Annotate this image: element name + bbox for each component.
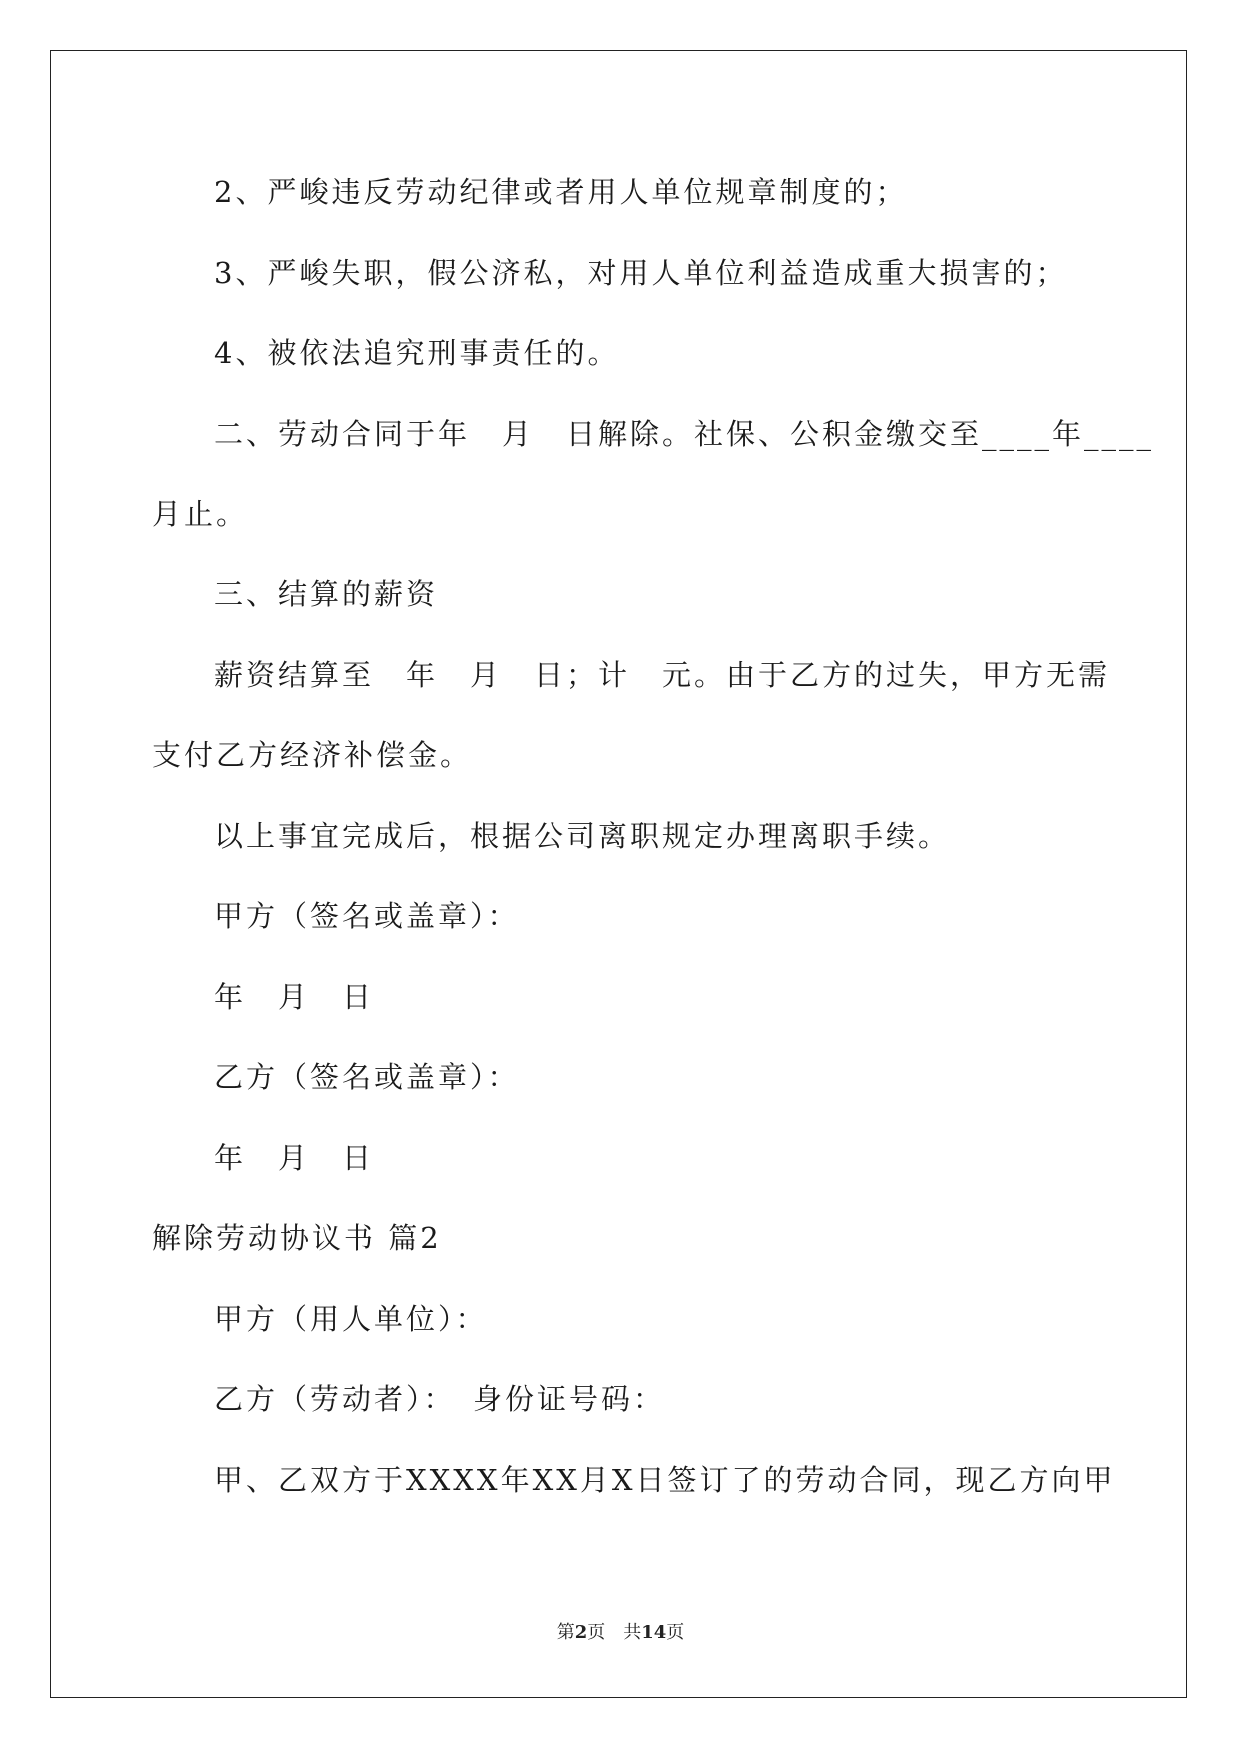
footer-suffix: 页	[666, 1622, 685, 1643]
footer-prefix: 第	[556, 1622, 575, 1643]
party-a-employer: 甲方（用人单位）：	[214, 1302, 488, 1336]
clause-2: 2、严峻违反劳动纪律或者用人单位规章制度的；	[214, 175, 908, 209]
party-a-date: 年 月 日	[214, 980, 375, 1014]
footer-total-pages: 14	[641, 1622, 667, 1643]
page-footer	[0, 1618, 1241, 1644]
party-a-signature: 甲方（签名或盖章）：	[214, 899, 520, 933]
page-border	[50, 50, 1187, 1698]
section-3-heading: 三、结算的薪资	[214, 577, 439, 611]
salary-line-1: 薪资结算至 年 月 日；计 元。由于乙方的过失，甲方无需	[214, 658, 1111, 692]
party-b-signature: 乙方（签名或盖章）：	[214, 1060, 520, 1094]
procedure-line: 以上事宜完成后，根据公司离职规定办理离职手续。	[214, 819, 951, 853]
party-b-date: 年 月 日	[214, 1141, 375, 1175]
clause-4: 4、被依法追究刑事责任的。	[214, 336, 620, 370]
section-2-line-2: 月止。	[152, 497, 249, 531]
party-b-employee: 乙方（劳动者）： 身份证号码：	[214, 1382, 666, 1416]
section-2-line-1: 二、劳动合同于年 月 日解除。社保、公积金缴交至____年____	[214, 417, 1155, 451]
section-title: 解除劳动协议书 篇2	[152, 1221, 442, 1255]
footer-page-number: 2	[574, 1622, 588, 1643]
clause-3: 3、严峻失职，假公济私，对用人单位利益造成重大损害的；	[214, 256, 1068, 290]
salary-line-2: 支付乙方经济补偿金。	[152, 738, 473, 772]
contract-paragraph: 甲、乙双方于XXXX年XX月X日签订了的劳动合同，现乙方向甲	[214, 1463, 1116, 1497]
footer-mid: 页 共	[587, 1622, 642, 1643]
